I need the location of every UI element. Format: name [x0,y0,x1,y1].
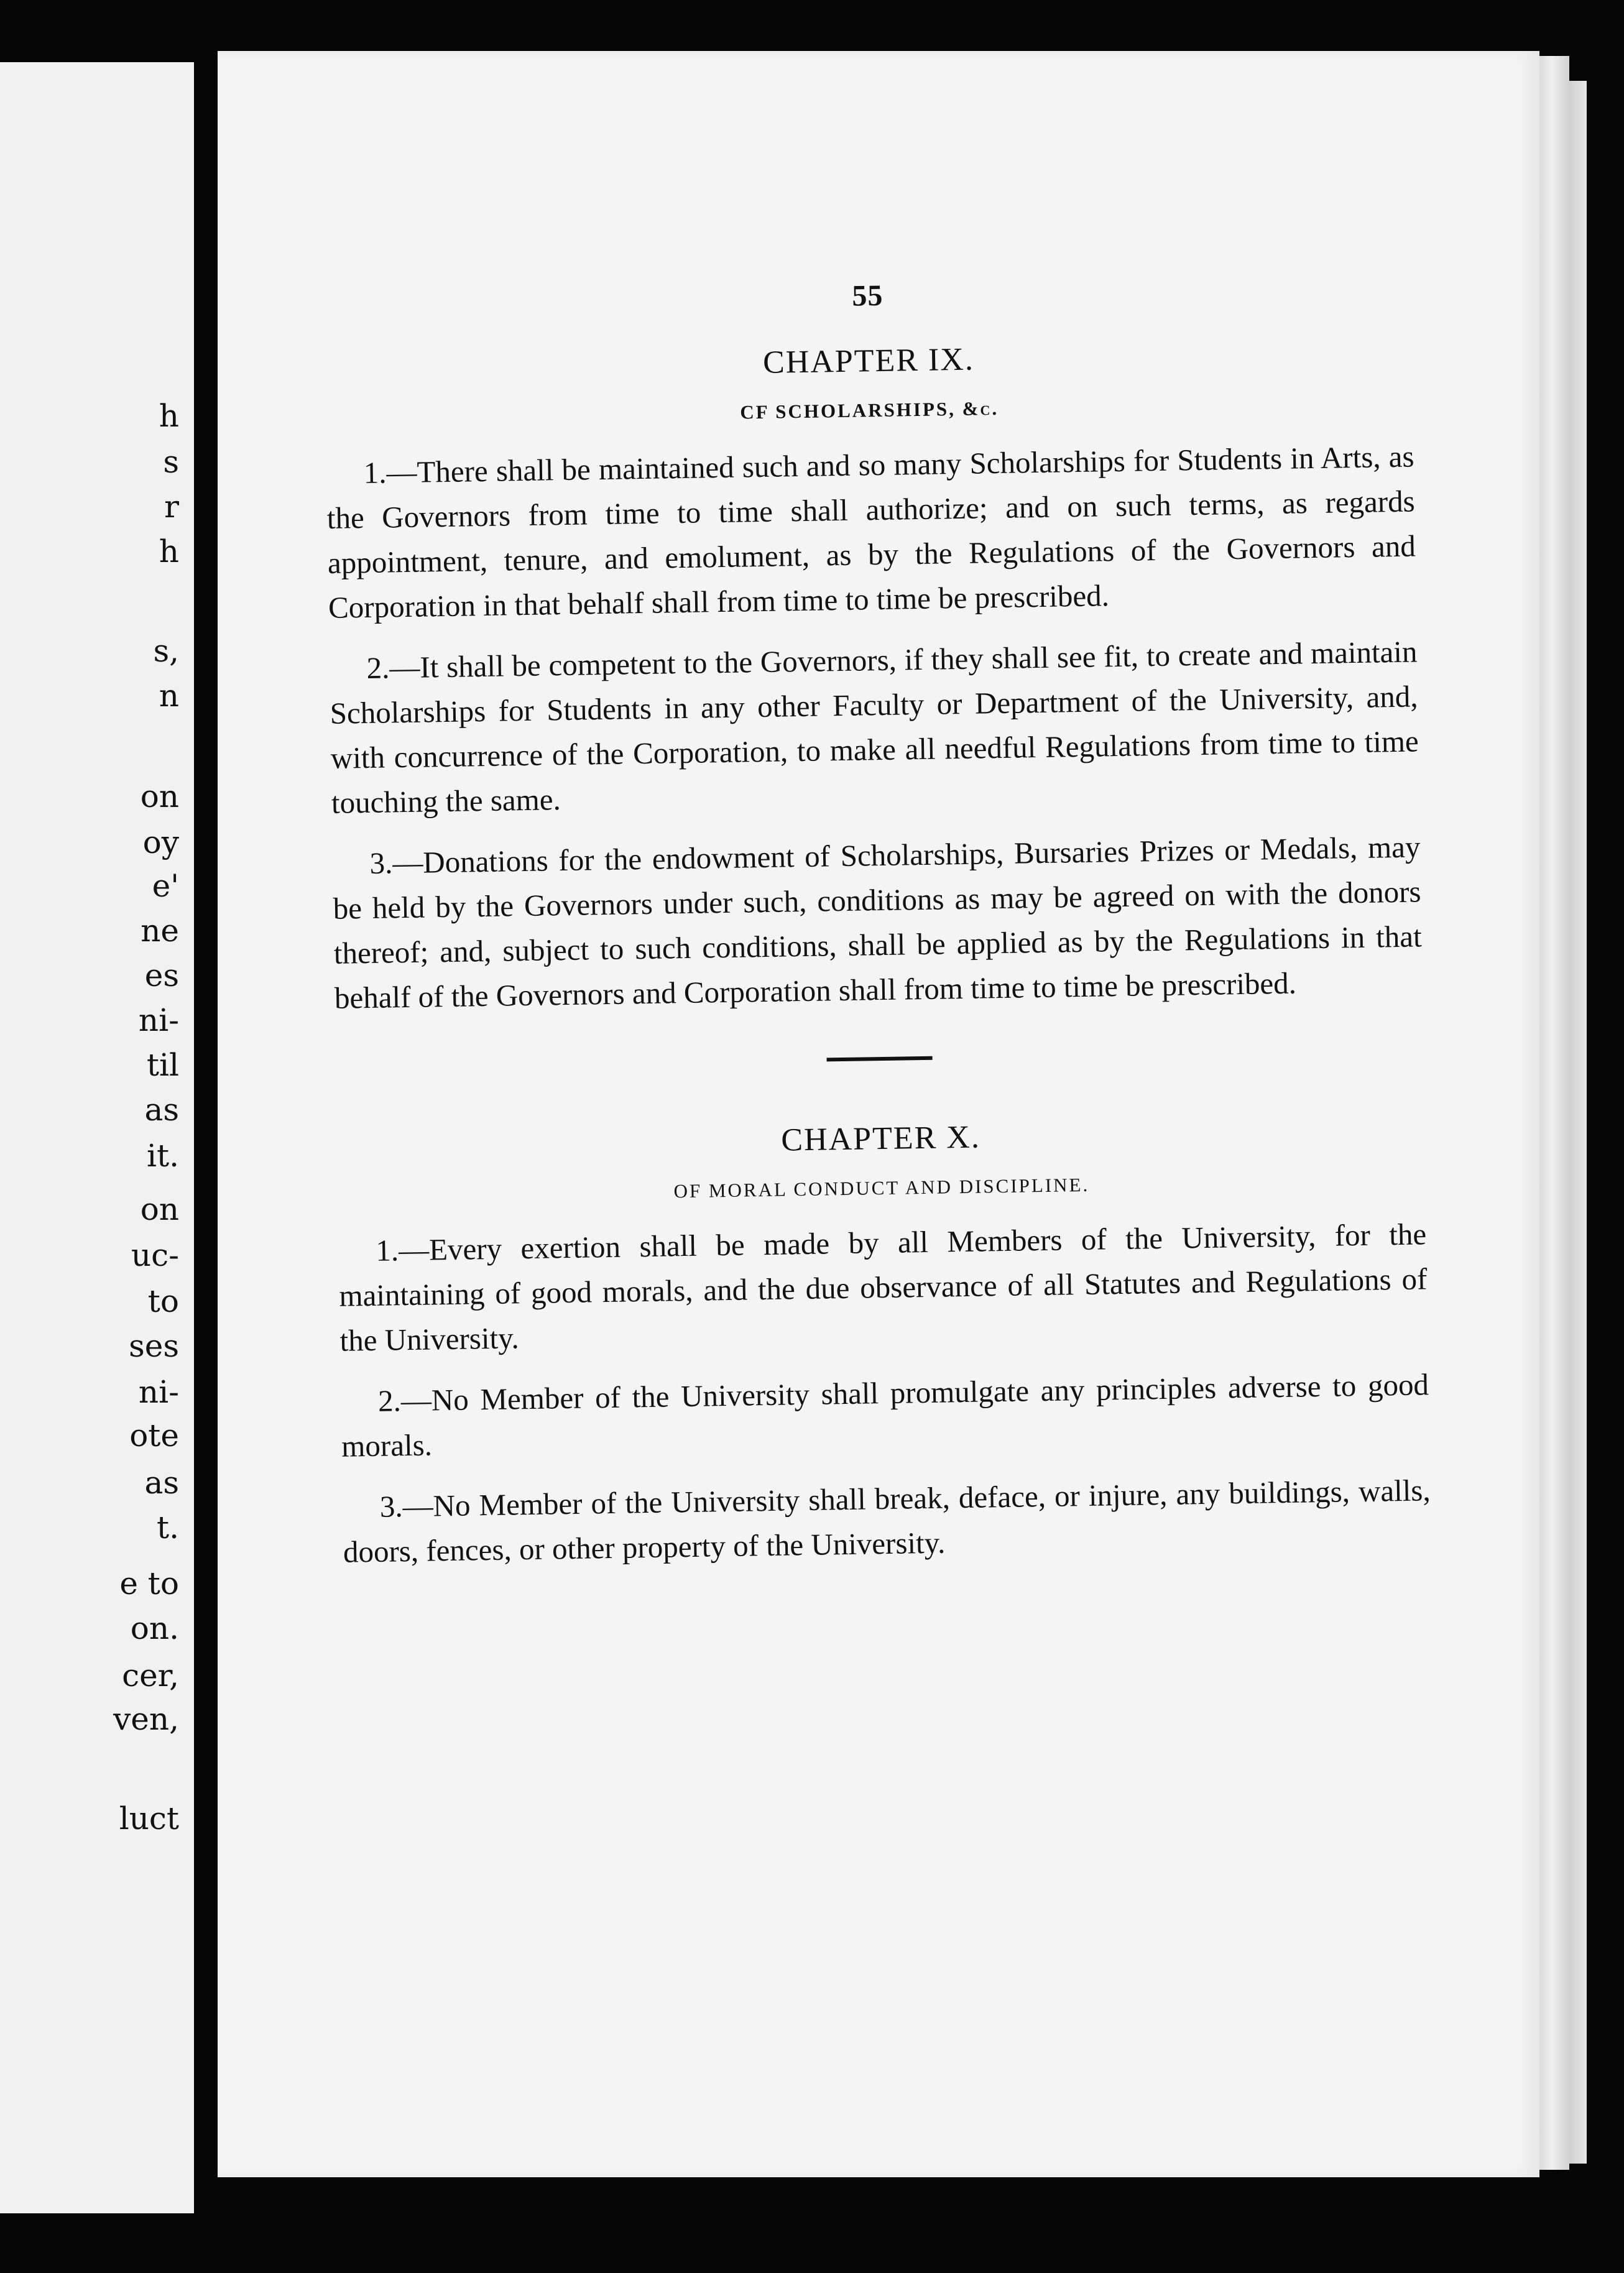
facing-page-fragment: to [147,1283,179,1319]
facing-page-fragment: til [146,1047,179,1083]
facing-page-fragment: luct [119,1800,179,1837]
facing-page-fragment: n [159,678,179,714]
chapter-paragraph: 1.—There shall be maintained such and so many Scholarships for Students in Arts, as the Governors from time to time shall authorize; and on such terms, as regards appointment, tenure, and emolument, as by the Regulations of the Governors and Corporation in that behalf shall from time to time be prescribed. [326,439,1416,625]
chapter-paragraph: 2.—No Member of the University shall promulgate any principles adverse to good morals. [341,1367,1429,1464]
facing-page-fragment: es [144,957,179,994]
facing-page-fragment: cer, [122,1657,179,1694]
facing-page-fragment: as [144,1092,179,1128]
facing-page-fragment: t. [157,1510,179,1546]
facing-page-fragment: ni- [138,1374,179,1410]
facing-page-fragment: ni- [138,1002,179,1038]
facing-page-fragment: r [164,489,179,525]
facing-page-fragment: uc- [131,1237,179,1273]
facing-page-fragment: e' [152,868,179,904]
chapter-subtitle: OF MORAL CONDUCT AND DISCIPLINE. [673,1173,1090,1202]
facing-page-fragment: oy [142,824,179,860]
main-page [218,51,1539,2177]
facing-page-fragment: ven, [113,1701,179,1737]
section-divider-rule [827,1056,933,1062]
facing-page-fragment: ses [129,1328,179,1364]
chapter-title: CHAPTER X. [780,1119,981,1158]
facing-page-fragment: h [159,533,179,569]
chapter-x [336,1112,1431,1574]
page-edge [1539,56,1569,2170]
facing-page-fragment: on [140,778,179,814]
facing-page-fragment: e to [119,1565,179,1602]
facing-page-fragment: ote [129,1418,179,1454]
facing-page-fragment: on [140,1191,179,1227]
page-edge-underlay [1569,81,1587,2164]
chapter-paragraph: 3.—Donations for the endowment of Scholarships, Bursaries Prizes or Medals, may be held by the Governors under such, conditions as may be agreed on with the donors thereof; and, subject to such conditions, shall be applied as by the Regulations in that behalf of the Governors and Corporation shall from time to time be prescribed. [333,829,1423,1015]
facing-page-fragment: ne [141,913,179,949]
facing-page-fragment: it. [147,1138,179,1174]
facing-page-fragment: s [163,444,179,480]
page-text-block [323,270,1432,1591]
facing-page-fragment: as [144,1465,179,1501]
chapter-paragraph: 1.—Every exertion shall be made by all Members of the University, for the maintaining of good morals, and the due observance of all Statutes and Regulations of the University. [339,1217,1428,1358]
facing-page-strip [0,62,194,2213]
facing-page-fragment: on. [130,1610,179,1646]
facing-page-fragment: s, [153,633,179,669]
chapter-subtitle: CF SCHOLARSHIPS, &c. [740,397,999,423]
chapter-paragraph: 2.—It shall be competent to the Governors, if they shall see fit, to create and maintain Scholarships for Students in any other Faculty or Department of the University, and, with concurrence of the Corporation, to make all needful Regulations from time to time touching the same. [330,634,1419,820]
facing-page-fragment: h [159,398,179,434]
chapter-paragraph: 3.—No Member of the University shall break, deface, or injure, any buildings, walls, doors, fences, or other property of the University. [343,1473,1431,1569]
chapter-ix [325,334,1423,1020]
chapter-title: CHAPTER IX. [762,341,975,380]
page-number: 55 [851,279,884,313]
